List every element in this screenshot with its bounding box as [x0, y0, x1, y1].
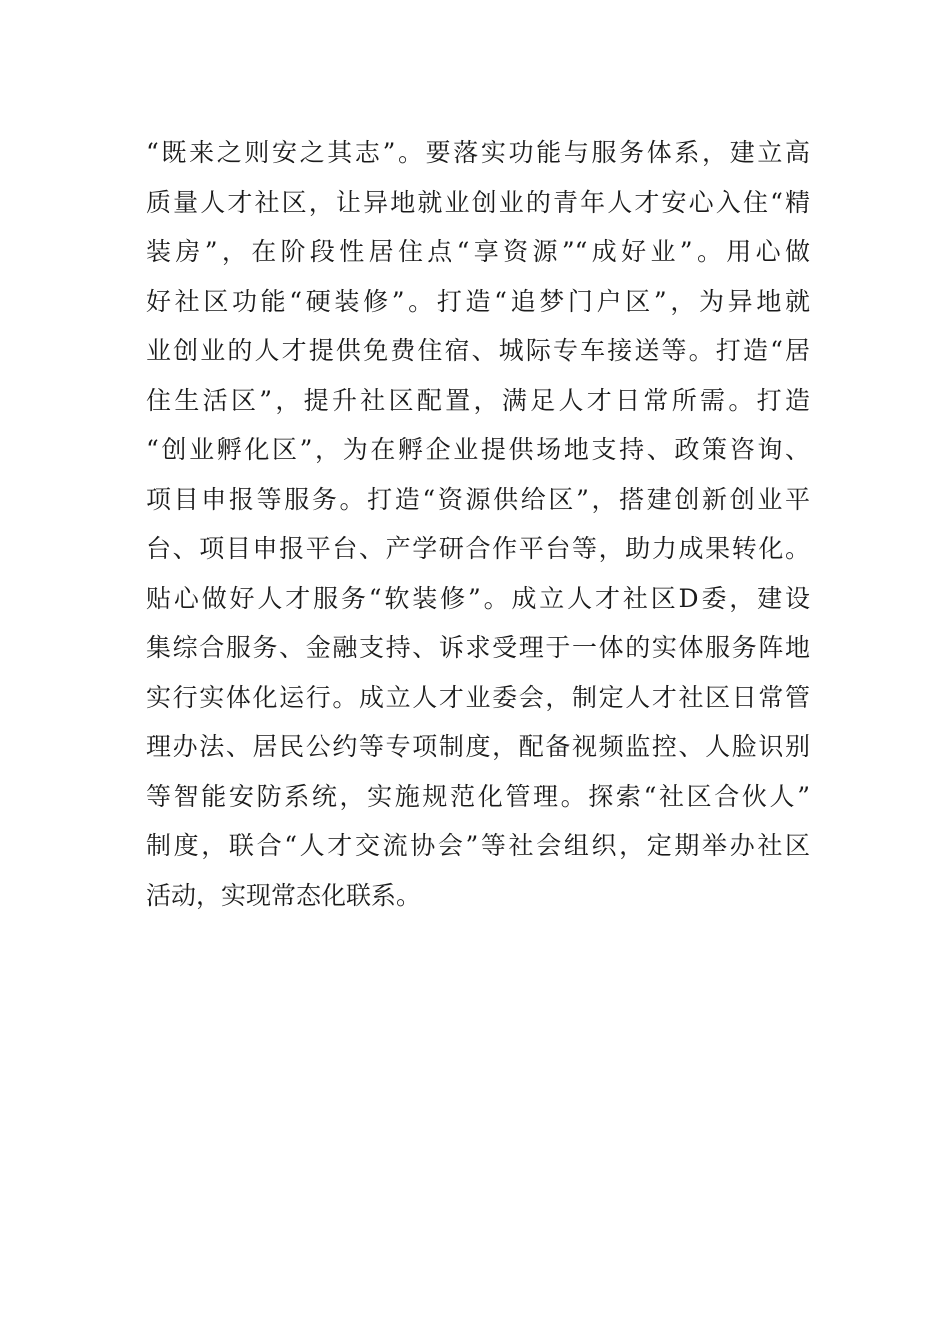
text-line: 实行实体化运行。成立人才业委会，制定人才社区日常管	[146, 682, 810, 712]
text-line: 制度，联合“人才交流协会”等社会组织，定期举办社区	[146, 831, 810, 860]
text-line: 贴心做好人才服务“软装修”。成立人才社区D委，建设	[146, 583, 810, 613]
text-line: 住生活区”，提升社区配置，满足人才日常所需。打造	[146, 385, 810, 415]
text-line: “既来之则安之其志”。要落实功能与服务体系，建立高	[146, 138, 810, 167]
text-line: 活动，实现常态化联系。	[146, 880, 422, 910]
text-line: “创业孵化区”，为在孵企业提供场地支持、政策咨询、	[146, 435, 810, 464]
body-paragraph	[146, 128, 810, 920]
text-line: 装房”，在阶段性居住点“享资源”“成好业”。用心做	[146, 237, 810, 266]
text-line: 业创业的人才提供免费住宿、城际专车接送等。打造“居	[146, 336, 810, 365]
text-line: 集综合服务、金融支持、诉求受理于一体的实体服务阵地	[146, 633, 810, 662]
text-line: 台、项目申报平台、产学研合作平台等，助力成果转化。	[146, 534, 810, 563]
text-line: 项目申报等服务。打造“资源供给区”，搭建创新创业平	[146, 484, 810, 514]
text-line: 理办法、居民公约等专项制度，配备视频监控、人脸识别	[146, 732, 810, 761]
text-line: 质量人才社区，让异地就业创业的青年人才安心入住“精	[146, 187, 810, 217]
text-line: 等智能安防系统，实施规范化管理。探索“社区合伙人”	[146, 781, 810, 811]
text-line: 好社区功能“硬装修”。打造“追梦门户区”，为异地就	[146, 286, 810, 316]
